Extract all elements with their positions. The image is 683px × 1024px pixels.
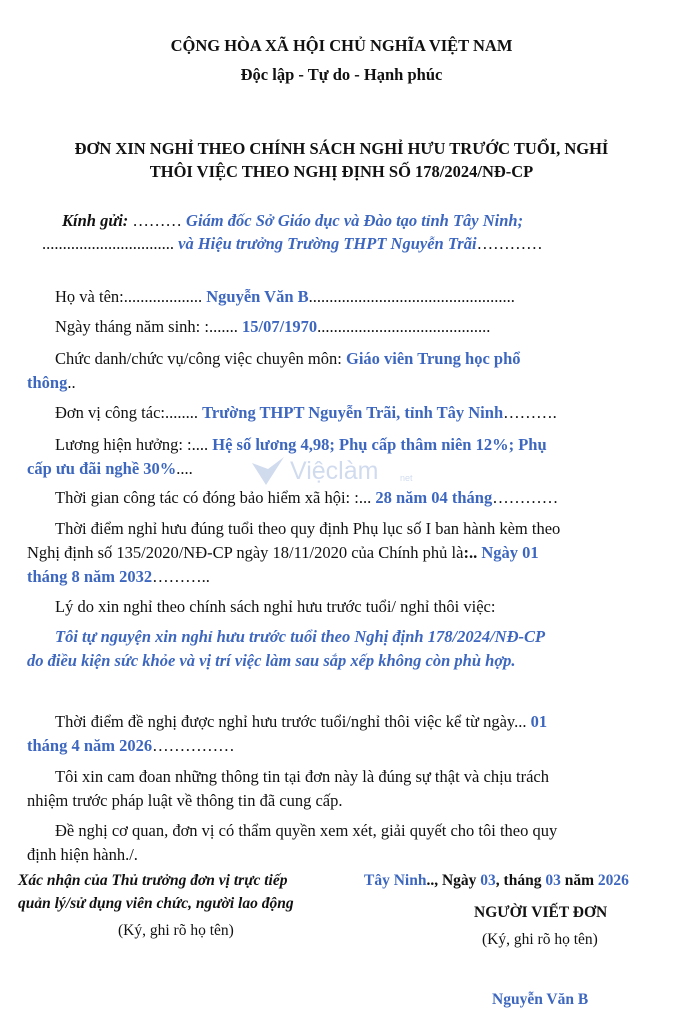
insurance-value: 28 năm 04 tháng	[375, 488, 493, 507]
name-label: Họ và tên:	[55, 287, 124, 306]
unit-value: Trường THPT Nguyễn Trãi, tỉnh Tây Ninh	[202, 403, 504, 422]
position-field-cont	[27, 372, 76, 394]
recipient-dots-2a: ................................	[42, 234, 179, 253]
recipient-line1	[62, 210, 523, 232]
unit-dots: ……….	[503, 403, 557, 422]
position-label: Chức danh/chức vụ/công việc chuyên môn:	[55, 349, 346, 368]
writer-heading: NGƯỜI VIẾT ĐƠN	[474, 904, 608, 921]
salary-dots: ....	[176, 459, 193, 478]
date-text-2: , tháng	[495, 872, 546, 889]
propose-line2	[27, 735, 235, 757]
retire-text-line1: Thời điểm nghỉ hưu đúng tuổi theo quy định Phụ lục số I ban hành kèm theo	[55, 519, 561, 538]
retire-text-2: Nghị định số 135/2020/NĐ-CP ngày 18/11/2020 của Chính phủ là	[27, 543, 464, 562]
place-value: Tây Ninh	[364, 872, 427, 889]
commitment-line2: nhiệm trước pháp luật về thông tin đã cung cấp.	[27, 791, 343, 810]
retire-text-line3	[27, 566, 210, 588]
month-value: 03	[545, 872, 561, 889]
retire-value-1: Ngày 01	[481, 543, 539, 562]
salary-label: Lương hiện hưởng: :....	[55, 435, 213, 454]
national-motto: Độc lập - Tự do - Hạnh phúc	[240, 65, 443, 84]
confirm-heading-line2: quản lý/sử dụng viên chức, người lao động	[18, 895, 294, 912]
confirm-sign-note: (Ký, ghi rõ họ tên)	[118, 922, 234, 939]
propose-label: Thời điểm đề nghị được nghỉ hưu trước tuổi/nghỉ thôi việc kể từ ngày...	[55, 712, 531, 731]
dob-label: Ngày tháng năm sinh: :.......	[55, 317, 242, 336]
dob-field	[55, 316, 490, 338]
recipient-value-1: Giám đốc Sở Giáo dục và Đào tạo tỉnh Tây Ninh;	[186, 211, 524, 230]
unit-field	[55, 402, 557, 424]
insurance-label: Thời gian công tác có đóng bảo hiểm xã hội: :...	[55, 488, 376, 507]
request-line1: Đề nghị cơ quan, đơn vị có thẩm quyền xem xét, giải quyết cho tôi theo quy	[55, 821, 558, 840]
recipient-value-2: và Hiệu trưởng Trường THPT Nguyễn Trãi	[178, 234, 477, 253]
retire-value-2: tháng 8 năm 2032	[27, 567, 153, 586]
dob-dots: ..........................................	[317, 317, 491, 336]
name-dots: ...................	[123, 287, 207, 306]
salary-field	[55, 434, 547, 456]
country-name: CỘNG HÒA XÃ HỘI CHỦ NGHĨA VIỆT NAM	[170, 36, 513, 55]
dob-value: 15/07/1970	[241, 317, 318, 336]
propose-value-1: 01	[530, 712, 548, 731]
reason-value-line1: Tôi tự nguyện xin nghỉ hưu trước tuổi theo Nghị định 178/2024/NĐ-CP	[55, 627, 546, 646]
document-title-line2: THÔI VIỆC THEO NGHỊ ĐỊNH SỐ 178/2024/NĐ-CP	[149, 162, 534, 181]
request-line2: định hiện hành./.	[27, 845, 138, 864]
salary-field-cont	[27, 458, 193, 480]
position-field	[55, 348, 521, 370]
salary-value-2: cấp ưu đãi nghề 30%	[27, 459, 177, 478]
propose-value-2: tháng 4 năm 2026	[27, 736, 153, 755]
recipient-line2	[42, 233, 543, 255]
insurance-dots: …………	[492, 488, 559, 507]
name-value: Nguyễn Văn B	[206, 287, 309, 306]
place-date-line	[364, 870, 629, 892]
watermark-check-icon	[250, 455, 286, 489]
retire-dots: ………..	[152, 567, 210, 586]
watermark-suffix: net	[400, 473, 413, 483]
salary-value-1: Hệ số lương 4,98; Phụ cấp thâm niên 12%; Phụ	[212, 435, 547, 454]
insurance-field	[55, 487, 558, 509]
name-dots-2: ..................................................	[308, 287, 515, 306]
recipient-dots-2b: …………	[476, 234, 543, 253]
confirm-heading-line1: Xác nhận của Thủ trưởng đơn vị trực tiếp	[18, 872, 288, 889]
recipient-label: Kính gửi:	[62, 211, 129, 230]
recipient-dots: ………	[128, 211, 187, 230]
propose-dots: ……………	[152, 736, 235, 755]
reason-value-line2: do điều kiện sức khỏe và vị trí việc làm sau sắp xếp không còn phù hợp.	[27, 651, 516, 670]
retire-colon: :..	[463, 543, 482, 562]
year-value: 2026	[597, 872, 629, 889]
name-field	[55, 286, 515, 308]
watermark-text: Việclàm	[290, 457, 379, 485]
propose-line1	[55, 711, 547, 733]
day-value: 03	[480, 872, 496, 889]
document-title-line1: ĐƠN XIN NGHỈ THEO CHÍNH SÁCH NGHỈ HƯU TRƯỚC TUỔI, NGHỈ	[74, 139, 609, 158]
retire-text-line2	[27, 542, 539, 564]
writer-name: Nguyễn Văn B	[492, 991, 589, 1008]
position-value-1: Giáo viên Trung học phổ	[345, 349, 521, 368]
date-text-3: năm	[560, 872, 598, 889]
unit-label: Đơn vị công tác:........	[55, 403, 203, 422]
writer-sign-note: (Ký, ghi rõ họ tên)	[482, 931, 598, 948]
commitment-line1: Tôi xin cam đoan những thông tin tại đơn này là đúng sự thật và chịu trách	[55, 767, 550, 786]
reason-label: Lý do xin nghỉ theo chính sách nghỉ hưu trước tuổi/ nghỉ thôi việc:	[55, 597, 496, 616]
position-value-2: thông	[27, 373, 68, 392]
position-dots: ..	[67, 373, 76, 392]
date-text-1: .., Ngày	[426, 872, 481, 889]
